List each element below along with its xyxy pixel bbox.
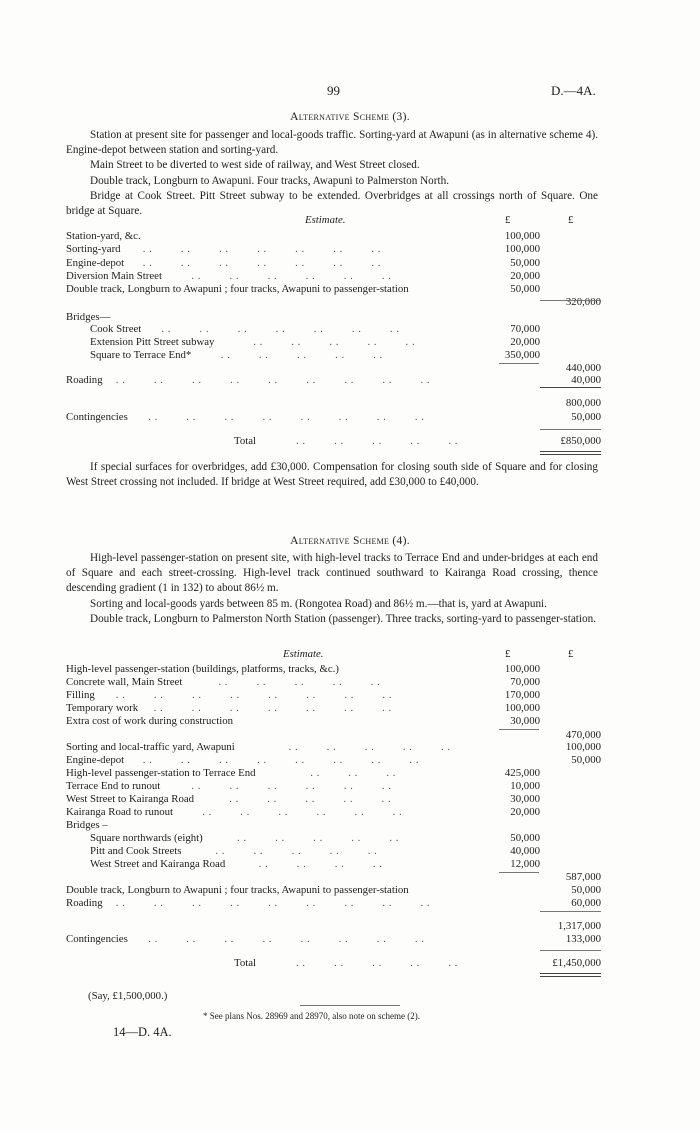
- subtotal-rule: [499, 872, 539, 873]
- subtotal-rule: [499, 729, 539, 730]
- leader-dots: . . . . . . . . . . . . . . . . . .: [115, 374, 431, 386]
- estimate-row-subtotal-value: 100,000: [504, 663, 540, 675]
- leader-dots: . . . . . . . . . .: [218, 676, 381, 688]
- scheme-3-estimate-label: Estimate.: [305, 214, 346, 226]
- estimate-row-subtotal-value: 20,000: [510, 270, 540, 282]
- estimate-row-subtotal-value: 20,000: [510, 336, 540, 348]
- estimate-row-subtotal-value: 100,000: [504, 243, 540, 255]
- footnote: * See plans Nos. 28969 and 28970, also note on scheme (2).: [203, 1011, 420, 1021]
- estimate-row: [66, 397, 601, 410]
- estimate-row-label: Contingencies: [66, 411, 128, 423]
- total-double-rule: [540, 976, 601, 977]
- estimate-row-total-value: 50,000: [571, 411, 601, 423]
- estimate-row-label: Diversion Main Street: [66, 270, 162, 282]
- estimate-row-label: Extra cost of work during construction: [66, 715, 234, 727]
- document-reference: D.—4A.: [551, 83, 596, 98]
- leader-dots: . . . . . . . . . . . .: [191, 270, 392, 282]
- estimate-row: [66, 845, 601, 858]
- estimate-row: [66, 435, 601, 448]
- estimate-row-label: Sorting and local-traffic yard, Awapuni: [66, 741, 235, 753]
- estimate-row-label: Extension Pitt Street subway: [90, 336, 215, 348]
- leader-dots: . . . . . . . . . .: [237, 832, 399, 844]
- estimate-row-subtotal-value: 30,000: [510, 793, 540, 805]
- leader-dots: . . . . . . . . . .: [288, 741, 451, 753]
- estimate-row-label: Roading: [66, 374, 103, 386]
- scheme-3-col2-head: £: [568, 214, 574, 226]
- estimate-row: [66, 780, 601, 793]
- estimate-row: [66, 296, 601, 309]
- total-double-rule: [540, 454, 601, 455]
- estimate-row: [66, 243, 601, 256]
- estimate-row-label: Filling: [66, 689, 95, 701]
- estimate-row-total-value: 1,317,000: [557, 920, 601, 932]
- printer-signature: 14—D. 4A.: [113, 1025, 172, 1039]
- leader-dots: . . . . . . . . . . . .: [191, 780, 392, 792]
- estimate-row-label: Contingencies: [66, 933, 128, 945]
- estimate-row: [66, 858, 601, 871]
- estimate-row-total-value: 440,000: [565, 362, 601, 374]
- scheme-3-note: [66, 460, 598, 490]
- estimate-row-subtotal-value: 350,000: [504, 349, 540, 361]
- leader-dots: . . . . . . . . . .: [253, 336, 416, 348]
- scheme-3-paragraph: Bridge at Cook Street. Pitt Street subway to be extended. Overbridges at all crossings north of Square. One bridge at Square.: [66, 189, 598, 218]
- estimate-row-label: High-level passenger-station (buildings, platforms, tracks, &c.): [66, 663, 339, 675]
- estimate-row-label: Engine-depot: [66, 257, 125, 269]
- scheme-3-description: [66, 128, 598, 219]
- leader-dots: . . . . . . . . . .: [215, 845, 378, 857]
- estimate-row: [66, 230, 601, 243]
- estimate-row: [66, 689, 601, 702]
- estimate-row-label: Temporary work: [66, 702, 139, 714]
- estimate-row: [66, 767, 601, 780]
- estimate-row: [66, 411, 601, 424]
- estimate-row: [66, 283, 601, 296]
- estimate-row-total-value: 100,000: [565, 741, 601, 753]
- leader-dots: . . . . . . . . . . . . . . . .: [115, 689, 393, 701]
- estimate-row-subtotal-value: 50,000: [510, 832, 540, 844]
- sum-rule: [540, 300, 601, 301]
- estimate-row-label: Double track, Longburn to Awapuni ; four tracks, Awapuni to passenger-station: [66, 884, 409, 896]
- scheme-3-note-text: If special surfaces for overbridges, add £30,000. Compensation for closing south side of Square and for closing West Street crossing not included. If bridge at West Street required, add £30,000 to £40,000.: [66, 461, 598, 489]
- leader-dots: . . . . . . . . . .: [229, 793, 392, 805]
- estimate-row-subtotal-value: 40,000: [510, 845, 540, 857]
- estimate-row: [66, 819, 601, 832]
- leader-dots: . . . . . . . . . .: [220, 349, 383, 361]
- estimate-row: [66, 349, 601, 362]
- estimate-row-label: Bridges –: [66, 819, 108, 831]
- estimate-row: [66, 920, 601, 933]
- estimate-row-label: Concrete wall, Main Street: [66, 676, 183, 688]
- scheme-3-col1-head: £: [505, 214, 511, 226]
- estimate-row: [66, 741, 601, 754]
- page-number: 99: [327, 83, 340, 98]
- scheme-3-paragraph: Double track, Longburn to Awapuni. Four tracks, Awapuni to Palmerston North.: [90, 174, 449, 187]
- estimate-row-total-value: 320,000: [565, 296, 601, 308]
- estimate-row-subtotal-value: 170,000: [504, 689, 540, 701]
- leader-dots: . . . . . . . . . . . .: [202, 806, 403, 818]
- leader-dots: . . . . . . . . . . . . . . . .: [148, 411, 425, 423]
- estimate-row: [66, 957, 601, 970]
- leader-dots: . . . . . . . . . . . . . . . .: [148, 933, 425, 945]
- leader-dots: . . . . . . . . . . . . . . . .: [142, 754, 420, 766]
- estimate-row-label: Station-yard, &c.: [66, 230, 141, 242]
- estimate-row-label: Square northwards (eight): [90, 832, 203, 844]
- leader-dots: . . . . . . . . . . . . . .: [153, 702, 392, 714]
- estimate-row-subtotal-value: 50,000: [510, 257, 540, 269]
- estimate-row: [66, 257, 601, 270]
- estimate-row: [66, 374, 601, 387]
- estimate-row-label: Engine-depot: [66, 754, 125, 766]
- estimate-row-subtotal-value: 70,000: [510, 323, 540, 335]
- scheme-4-description: [66, 551, 598, 627]
- leader-dots: . . . . . . . . . .: [296, 957, 458, 969]
- scheme-3-paragraph: Station at present site for passenger and local-goods traffic. Sorting-yard at Awapuni (as in alternative scheme 4). Engine-depot between station and sorting-yard.: [66, 129, 598, 157]
- estimate-row: [66, 270, 601, 283]
- estimate-row: [66, 793, 601, 806]
- estimate-row: [66, 702, 601, 715]
- estimate-row: [66, 754, 601, 767]
- estimate-row-label: West Street and Kairanga Road: [90, 858, 226, 870]
- scheme-3-paragraph: Main Street to be diverted to west side of railway, and West Street closed.: [90, 159, 420, 172]
- estimate-row-label: Roading: [66, 897, 103, 909]
- scheme-4-paragraph: High-level passenger-station on present site, with high-level tracks to Terrace End and under-bridges at each end of Square and each street-crossing. High-level track continued southward to Kairanga Road crossing, thence descending gradient (1 in 132) to about 86½ m.: [66, 552, 598, 595]
- estimate-row-subtotal-value: 70,000: [510, 676, 540, 688]
- scheme-4-col1-head: £: [505, 648, 511, 660]
- estimate-row-label: High-level passenger-station to Terrace End: [66, 767, 256, 779]
- estimate-row-subtotal-value: 30,000: [510, 715, 540, 727]
- estimate-row: [66, 832, 601, 845]
- estimate-row-label: Sorting-yard: [66, 243, 121, 255]
- sum-rule: [540, 429, 601, 430]
- estimate-row-subtotal-value: 50,000: [510, 283, 540, 295]
- estimate-row-label: Kairanga Road to runout: [66, 806, 174, 818]
- sum-rule: [540, 911, 601, 912]
- footnote-rule: [300, 1005, 400, 1006]
- estimate-row: [66, 676, 601, 689]
- estimate-row: [66, 884, 601, 897]
- subtotal-rule: [499, 363, 539, 364]
- leader-dots: . . . . . . . . . . . . . .: [142, 243, 381, 255]
- estimate-row-total-value: 50,000: [571, 884, 601, 896]
- leader-dots: . . . . . . . . . .: [296, 435, 458, 447]
- estimate-row-label: Total: [234, 957, 257, 969]
- scheme-4-paragraph: Sorting and local-goods yards between 85 m. (Rongotea Road) and 86½ m.—that is, yard at Awapuni.: [90, 597, 547, 610]
- scheme-4-col2-head: £: [568, 648, 574, 660]
- estimate-row-label: Cook Street: [90, 323, 142, 335]
- leader-dots: . . . . . . . . . . . . . .: [142, 257, 381, 269]
- estimate-row-total-value: 40,000: [571, 374, 601, 386]
- scheme-4-heading: Alternative Scheme (4).: [290, 535, 410, 547]
- leader-dots: . . . . . .: [310, 767, 396, 779]
- estimate-row-label: Terrace End to runout: [66, 780, 161, 792]
- total-double-rule: [540, 451, 601, 452]
- estimate-row-subtotal-value: 10,000: [510, 780, 540, 792]
- estimate-row-label: Pitt and Cook Streets: [90, 845, 182, 857]
- sum-rule: [540, 387, 601, 388]
- scheme-3-heading: Alternative Scheme (3).: [290, 111, 410, 123]
- leader-dots: . . . . . . . . . . . . . . . . . .: [115, 897, 431, 909]
- estimate-row-total-value: £1,450,000: [552, 957, 601, 969]
- estimate-row-subtotal-value: 425,000: [504, 767, 540, 779]
- estimate-row: [66, 806, 601, 819]
- estimate-row-total-value: 133,000: [565, 933, 601, 945]
- estimate-row-label: West Street to Kairanga Road: [66, 793, 195, 805]
- estimate-row: [66, 663, 601, 676]
- estimate-row-label: Bridges—: [66, 311, 111, 323]
- estimate-row: [66, 323, 601, 336]
- estimate-row-total-value: 50,000: [571, 754, 601, 766]
- estimate-row-subtotal-value: 100,000: [504, 230, 540, 242]
- estimate-row-total-value: 587,000: [565, 871, 601, 883]
- estimate-row: [66, 336, 601, 349]
- leader-dots: . . . . . . . . . . . . . .: [161, 323, 400, 335]
- scheme-4-estimate-label: Estimate.: [283, 648, 324, 660]
- estimate-row: [66, 715, 601, 728]
- total-double-rule: [540, 973, 601, 974]
- estimate-row-label: Double track, Longburn to Awapuni ; four tracks, Awapuni to passenger-station: [66, 283, 409, 295]
- sum-rule: [540, 950, 601, 951]
- leader-dots: . . . . . . . .: [258, 858, 383, 870]
- estimate-row-total-value: 800,000: [565, 397, 601, 409]
- estimate-row-subtotal-value: 100,000: [504, 702, 540, 714]
- estimate-row-label: Total: [234, 435, 257, 447]
- estimate-row-subtotal-value: 12,000: [510, 858, 540, 870]
- estimate-row: [66, 897, 601, 910]
- scheme-4-paragraph: Double track, Longburn to Palmerston North Station (passenger). Three tracks, sorting-yard to passenger-station.: [90, 612, 596, 625]
- estimate-row-total-value: £850,000: [560, 435, 601, 447]
- scheme-4-say: (Say, £1,500,000.): [88, 990, 168, 1002]
- estimate-row: [66, 933, 601, 946]
- estimate-row-total-value: 60,000: [571, 897, 601, 909]
- estimate-row-label: Square to Terrace End*: [90, 349, 192, 361]
- estimate-row-total-value: 470,000: [565, 729, 601, 741]
- estimate-row-subtotal-value: 20,000: [510, 806, 540, 818]
